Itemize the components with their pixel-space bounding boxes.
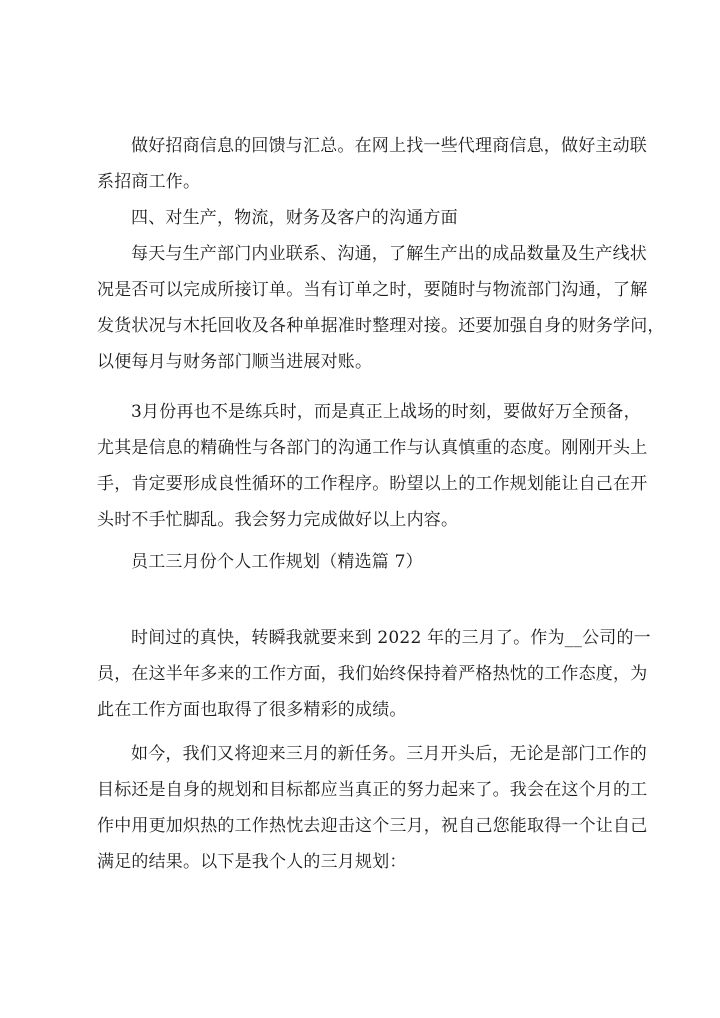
paragraph-line: 发货状况与木托回收及各种单据准时整理对接。还要加强自身的财务学问，: [97, 316, 665, 336]
paragraph-line: 如今，我们又将迎来三月的新任务。三月开头后，无论是部门工作的: [131, 744, 647, 764]
paragraph-line: 尤其是信息的精确性与各部门的沟通工作与认真慎重的态度。刚刚开头上: [97, 438, 648, 458]
paragraph-line: 做好招商信息的回馈与汇总。在网上找一些代理商信息，做好主动联: [131, 136, 647, 156]
paragraph-line: 头时不手忙脚乱。我会努力完成做好以上内容。: [97, 510, 459, 530]
paragraph-line: 时间过的真快，转瞬我就要来到 2022 年的三月了。作为__公司的一: [131, 628, 651, 648]
paragraph-line: 作中用更加炽热的工作热忱去迎击这个三月，祝自己您能取得一个让自己: [97, 816, 648, 836]
paragraph-line: 目标还是自身的规划和目标都应当真正的努力起来了。我会在这个月的工: [97, 780, 648, 800]
paragraph-line: 况是否可以完成所接订单。当有订单之时，要随时与物流部门沟通，了解: [97, 280, 648, 300]
paragraph-line: 3月份再也不是练兵时，而是真正上战场的时刻，要做好万全预备，: [131, 402, 641, 422]
paragraph-line: 系招商工作。: [97, 172, 201, 192]
paragraph-line: 每天与生产部门内业联系、沟通，了解生产出的成品数量及生产线状: [131, 244, 647, 264]
section-heading: 四、对生产，物流，财务及客户的沟通方面: [131, 208, 458, 228]
paragraph-line: 以便每月与财务部门顺当进展对账。: [97, 352, 373, 372]
paragraph-line: 此在工作方面也取得了很多精彩的成绩。: [97, 700, 407, 720]
paragraph-line: 员，在这半年多来的工作方面，我们始终保持着严格热忱的工作态度，为: [97, 664, 648, 684]
paragraph-line: 满足的结果。以下是我个人的三月规划：: [97, 852, 407, 872]
section-title: 员工三月份个人工作规划（精选篇 7）: [131, 552, 423, 572]
paragraph-line: 手，肯定要形成良性循环的工作程序。盼望以上的工作规划能让自己在开: [97, 474, 648, 494]
